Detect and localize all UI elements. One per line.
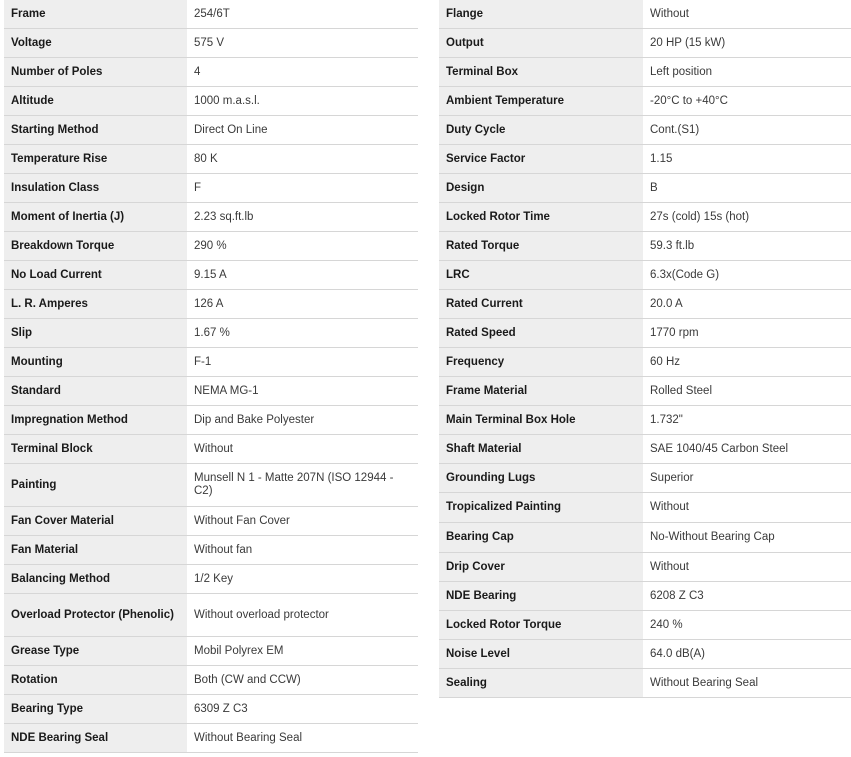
spec-value: 6309 Z C3 bbox=[187, 695, 418, 724]
spec-row bbox=[439, 669, 851, 698]
spec-row bbox=[439, 145, 851, 174]
spec-label: Design bbox=[439, 174, 643, 203]
spec-label: Voltage bbox=[4, 29, 187, 58]
spec-row bbox=[4, 87, 418, 116]
spec-row bbox=[439, 640, 851, 669]
spec-value: Direct On Line bbox=[187, 116, 418, 145]
spec-label: NDE Bearing bbox=[439, 582, 643, 611]
spec-label: Mounting bbox=[4, 348, 187, 377]
spec-label: Fan Material bbox=[4, 536, 187, 565]
spec-value: Munsell N 1 - Matte 207N (ISO 12944 - C2) bbox=[187, 464, 418, 507]
spec-label: Rated Torque bbox=[439, 232, 643, 261]
spec-label: Fan Cover Material bbox=[4, 507, 187, 536]
spec-value: 80 K bbox=[187, 145, 418, 174]
spec-value: B bbox=[643, 174, 851, 203]
spec-label: LRC bbox=[439, 261, 643, 290]
spec-value: 9.15 A bbox=[187, 261, 418, 290]
spec-label: Flange bbox=[439, 0, 643, 29]
spec-value: 4 bbox=[187, 58, 418, 87]
spec-value: 290 % bbox=[187, 232, 418, 261]
spec-value: Without Fan Cover bbox=[187, 507, 418, 536]
spec-label: Moment of Inertia (J) bbox=[4, 203, 187, 232]
spec-row bbox=[439, 464, 851, 493]
spec-label: Frame Material bbox=[439, 377, 643, 406]
specs-table-right bbox=[439, 0, 851, 698]
spec-label: Locked Rotor Time bbox=[439, 203, 643, 232]
spec-value: Left position bbox=[643, 58, 851, 87]
spec-row bbox=[439, 203, 851, 232]
spec-label: Service Factor bbox=[439, 145, 643, 174]
spec-value: Rolled Steel bbox=[643, 377, 851, 406]
spec-row bbox=[439, 0, 851, 29]
spec-value: 254/6T bbox=[187, 0, 418, 29]
spec-row bbox=[4, 695, 418, 724]
spec-value: Without bbox=[187, 435, 418, 464]
spec-label: Bearing Cap bbox=[439, 523, 643, 553]
spec-label: Grease Type bbox=[4, 637, 187, 666]
spec-label: Rotation bbox=[4, 666, 187, 695]
spec-value: 60 Hz bbox=[643, 348, 851, 377]
spec-value: Both (CW and CCW) bbox=[187, 666, 418, 695]
spec-value: No-Without Bearing Cap bbox=[643, 523, 851, 553]
spec-label: Frequency bbox=[439, 348, 643, 377]
spec-label: Balancing Method bbox=[4, 565, 187, 594]
spec-label: Shaft Material bbox=[439, 435, 643, 464]
spec-value: Cont.(S1) bbox=[643, 116, 851, 145]
spec-value: 1.15 bbox=[643, 145, 851, 174]
spec-value: Without bbox=[643, 553, 851, 582]
spec-label: Terminal Box bbox=[439, 58, 643, 87]
spec-value: Without Bearing Seal bbox=[187, 724, 418, 753]
spec-label: Main Terminal Box Hole bbox=[439, 406, 643, 435]
spec-row bbox=[439, 87, 851, 116]
specs-table-body bbox=[4, 0, 418, 753]
spec-value: 20.0 A bbox=[643, 290, 851, 319]
spec-value: Without bbox=[643, 493, 851, 523]
spec-label: Ambient Temperature bbox=[439, 87, 643, 116]
spec-label: NDE Bearing Seal bbox=[4, 724, 187, 753]
spec-row bbox=[4, 536, 418, 565]
spec-row bbox=[439, 493, 851, 523]
spec-label: Painting bbox=[4, 464, 187, 507]
spec-label: Terminal Block bbox=[4, 435, 187, 464]
spec-row bbox=[4, 116, 418, 145]
spec-row bbox=[4, 174, 418, 203]
spec-row bbox=[4, 724, 418, 753]
spec-row bbox=[4, 377, 418, 406]
spec-label: Standard bbox=[4, 377, 187, 406]
spec-label: Slip bbox=[4, 319, 187, 348]
spec-value: 6208 Z C3 bbox=[643, 582, 851, 611]
spec-label: Insulation Class bbox=[4, 174, 187, 203]
spec-row bbox=[4, 232, 418, 261]
spec-value: 1000 m.a.s.l. bbox=[187, 87, 418, 116]
spec-label: Overload Protector (Phenolic) bbox=[4, 594, 187, 637]
spec-row bbox=[439, 58, 851, 87]
spec-value: Without fan bbox=[187, 536, 418, 565]
spec-value: 6.3x(Code G) bbox=[643, 261, 851, 290]
spec-row bbox=[439, 319, 851, 348]
spec-row bbox=[4, 203, 418, 232]
spec-row bbox=[439, 174, 851, 203]
spec-row bbox=[4, 435, 418, 464]
spec-row bbox=[439, 348, 851, 377]
spec-value: 1.67 % bbox=[187, 319, 418, 348]
spec-label: Tropicalized Painting bbox=[439, 493, 643, 523]
spec-row bbox=[439, 116, 851, 145]
spec-value: Superior bbox=[643, 464, 851, 493]
spec-value: 1/2 Key bbox=[187, 565, 418, 594]
spec-value: 126 A bbox=[187, 290, 418, 319]
spec-value: 1.732" bbox=[643, 406, 851, 435]
specs-table bbox=[4, 0, 418, 753]
spec-value: 240 % bbox=[643, 611, 851, 640]
spec-row bbox=[4, 507, 418, 536]
spec-value: Mobil Polyrex EM bbox=[187, 637, 418, 666]
spec-label: Sealing bbox=[439, 669, 643, 698]
spec-value: F-1 bbox=[187, 348, 418, 377]
spec-row bbox=[439, 290, 851, 319]
spec-row bbox=[439, 406, 851, 435]
spec-label: Drip Cover bbox=[439, 553, 643, 582]
spec-row bbox=[4, 594, 418, 637]
spec-row bbox=[439, 611, 851, 640]
spec-label: Locked Rotor Torque bbox=[439, 611, 643, 640]
spec-label: Number of Poles bbox=[4, 58, 187, 87]
spec-value: 64.0 dB(A) bbox=[643, 640, 851, 669]
spec-row bbox=[439, 553, 851, 582]
spec-label: No Load Current bbox=[4, 261, 187, 290]
spec-value: 20 HP (15 kW) bbox=[643, 29, 851, 58]
specs-table-body bbox=[439, 0, 851, 698]
spec-row bbox=[4, 348, 418, 377]
spec-row bbox=[4, 666, 418, 695]
spec-row bbox=[439, 582, 851, 611]
spec-row bbox=[4, 261, 418, 290]
spec-label: Altitude bbox=[4, 87, 187, 116]
spec-value: 1770 rpm bbox=[643, 319, 851, 348]
spec-value: 2.23 sq.ft.lb bbox=[187, 203, 418, 232]
spec-label: Temperature Rise bbox=[4, 145, 187, 174]
spec-label: Output bbox=[439, 29, 643, 58]
spec-label: Frame bbox=[4, 0, 187, 29]
spec-row bbox=[439, 523, 851, 553]
spec-value: 27s (cold) 15s (hot) bbox=[643, 203, 851, 232]
spec-row bbox=[4, 319, 418, 348]
spec-label: Bearing Type bbox=[4, 695, 187, 724]
spec-label: L. R. Amperes bbox=[4, 290, 187, 319]
specs-table bbox=[439, 0, 851, 698]
spec-value: 575 V bbox=[187, 29, 418, 58]
spec-row bbox=[4, 0, 418, 29]
spec-row bbox=[439, 377, 851, 406]
spec-label: Impregnation Method bbox=[4, 406, 187, 435]
spec-label: Starting Method bbox=[4, 116, 187, 145]
spec-row bbox=[4, 464, 418, 507]
spec-label: Breakdown Torque bbox=[4, 232, 187, 261]
spec-row bbox=[439, 261, 851, 290]
spec-row bbox=[4, 58, 418, 87]
spec-value: NEMA MG-1 bbox=[187, 377, 418, 406]
spec-row bbox=[4, 29, 418, 58]
spec-label: Rated Current bbox=[439, 290, 643, 319]
spec-row bbox=[4, 290, 418, 319]
spec-label: Duty Cycle bbox=[439, 116, 643, 145]
spec-row bbox=[4, 637, 418, 666]
spec-value: Without Bearing Seal bbox=[643, 669, 851, 698]
spec-value: 59.3 ft.lb bbox=[643, 232, 851, 261]
spec-value: SAE 1040/45 Carbon Steel bbox=[643, 435, 851, 464]
spec-value: -20°C to +40°C bbox=[643, 87, 851, 116]
spec-value: Without bbox=[643, 0, 851, 29]
spec-row bbox=[4, 145, 418, 174]
spec-value: F bbox=[187, 174, 418, 203]
spec-row bbox=[4, 406, 418, 435]
spec-row bbox=[439, 232, 851, 261]
spec-label: Grounding Lugs bbox=[439, 464, 643, 493]
specs-table-left bbox=[4, 0, 418, 753]
spec-label: Noise Level bbox=[439, 640, 643, 669]
spec-row bbox=[439, 29, 851, 58]
spec-value: Without overload protector bbox=[187, 594, 418, 637]
spec-value: Dip and Bake Polyester bbox=[187, 406, 418, 435]
spec-row bbox=[4, 565, 418, 594]
spec-label: Rated Speed bbox=[439, 319, 643, 348]
spec-row bbox=[439, 435, 851, 464]
